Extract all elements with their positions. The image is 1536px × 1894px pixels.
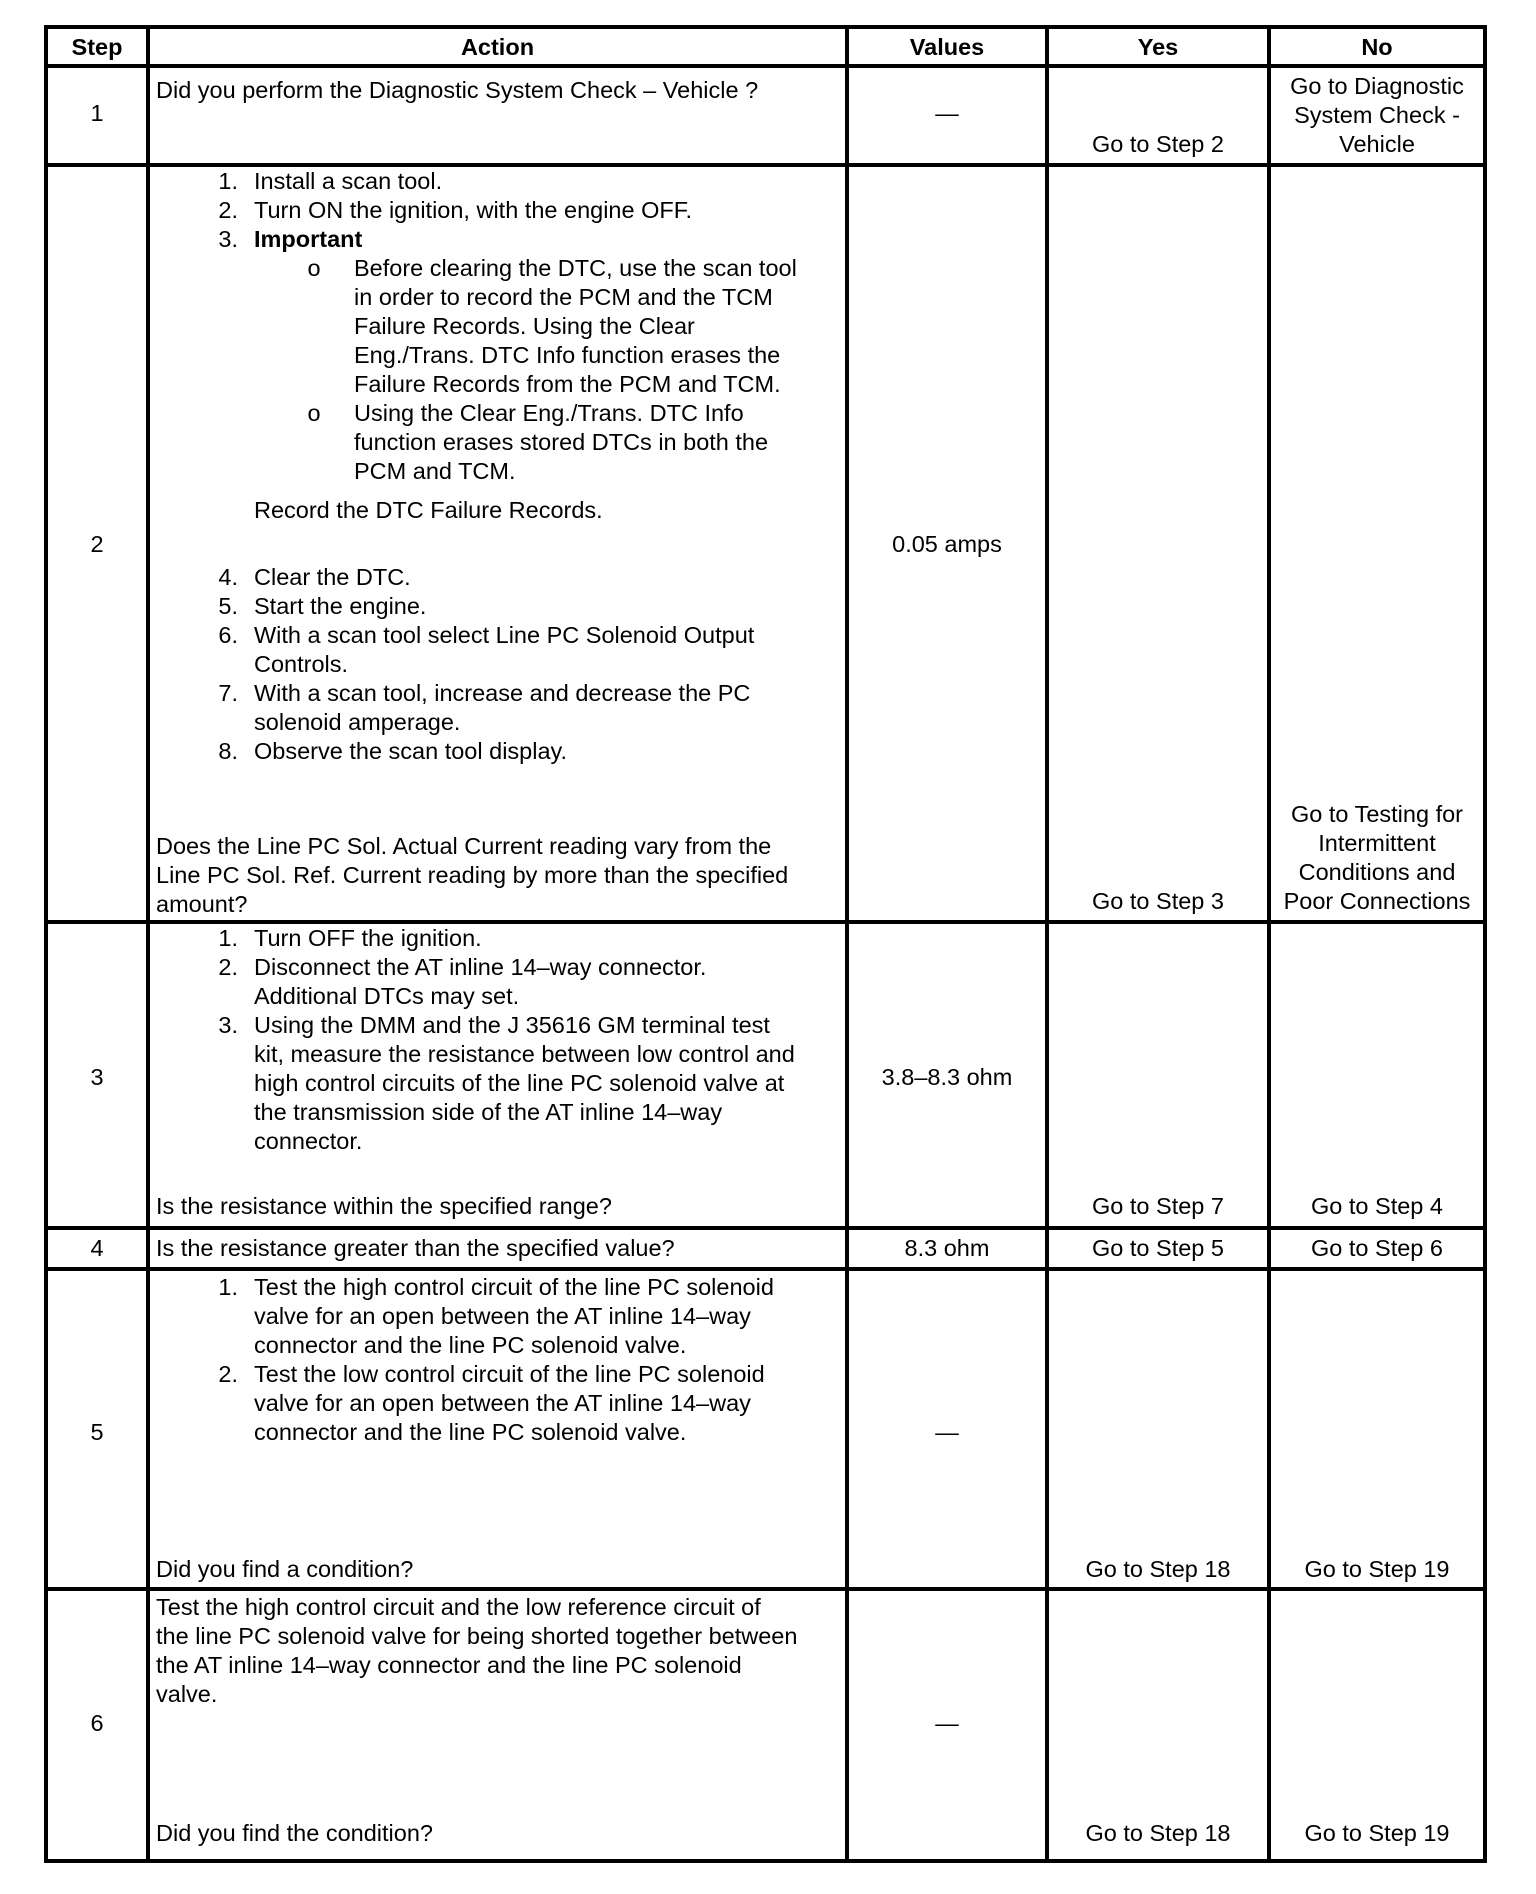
row-divider xyxy=(48,64,1483,68)
row-divider xyxy=(48,1587,1483,1591)
yes-cell: Go to Step 3 xyxy=(1092,888,1224,914)
no-cell: Go to Testing for Intermittent Conditions and Poor Connections xyxy=(1283,801,1471,914)
values-cell: — xyxy=(935,1710,959,1736)
no-cell: Go to Diagnostic System Check - Vehicle xyxy=(1290,73,1464,157)
values-cell: 0.05 amps xyxy=(892,531,1002,557)
column-divider xyxy=(845,29,849,1859)
yes-cell: Go to Step 2 xyxy=(1092,131,1224,157)
action-question: Is the resistance greater than the specified value? xyxy=(156,1235,675,1261)
step-number: 3 xyxy=(90,1064,104,1090)
note: Record the DTC Failure Records. xyxy=(254,497,603,523)
header-no: No xyxy=(1361,34,1393,60)
column-divider xyxy=(1045,29,1049,1859)
yes-cell: Go to Step 18 xyxy=(1085,1556,1231,1582)
action-question: Did you find a condition? xyxy=(156,1556,414,1582)
header-values: Values xyxy=(909,34,985,60)
values-cell: — xyxy=(935,100,959,126)
column-divider xyxy=(1267,29,1271,1859)
yes-cell: Go to Step 18 xyxy=(1085,1820,1231,1846)
row-divider xyxy=(48,1267,1483,1271)
diagnostic-table xyxy=(44,25,1487,1863)
action-question: Did you find the condition? xyxy=(156,1820,433,1846)
no-cell: Go to Step 4 xyxy=(1311,1193,1443,1219)
action-question: Did you perform the Diagnostic System Check – Vehicle ? xyxy=(156,77,759,103)
yes-cell: Go to Step 5 xyxy=(1092,1235,1224,1261)
step-number: 2 xyxy=(90,531,104,557)
step-number: 4 xyxy=(90,1235,104,1261)
header-yes: Yes xyxy=(1137,34,1179,60)
step-number: 1 xyxy=(90,100,104,126)
step-number: 5 xyxy=(90,1419,104,1445)
step-number: 6 xyxy=(90,1710,104,1736)
yes-cell: Go to Step 7 xyxy=(1092,1193,1224,1219)
action-question: Does the Line PC Sol. Actual Current reading vary from the Line PC Sol. Ref. Current reading by more than the specified amount? xyxy=(156,833,789,917)
header-action: Action xyxy=(460,34,535,60)
action-question: Is the resistance within the specified range? xyxy=(156,1193,612,1219)
action-cell: Test the high control circuit and the low reference circuit of the line PC solenoid valve for being shorted together between the AT inline 14–way connector and the line PC solenoid valve. Did you find the condition? xyxy=(156,1594,798,1846)
no-cell: Go to Step 19 xyxy=(1304,1556,1450,1582)
row-divider xyxy=(48,1226,1483,1230)
action-cell: 1. Test the high control circuit of the line PC solenoid valve for an open between the AT inline 14–way connector and the line PC solenoid valve. 2. Test the low control circuit of the line PC solenoid valve for an open between the AT inline 14–way connector and the line PC solenoid valve. Did you find a condition? xyxy=(156,1274,774,1582)
header-step: Step xyxy=(71,34,123,60)
action-cell: 1. Turn OFF the ignition. 2. Disconnect the AT inline 14–way connector. Additional DTCs may set. 3. Using the DMM and the J 35616 GM terminal test kit, measure the resistance between low control and high control circuits of the line PC solenoid valve at the transmission side of the AT inline 14–way connector. Is the resistance within the specified range? xyxy=(156,925,795,1219)
values-cell: 3.8–8.3 ohm xyxy=(881,1064,1013,1090)
bullet-icon: o xyxy=(307,255,321,281)
no-cell: Go to Step 19 xyxy=(1304,1820,1450,1846)
action-cell: 1. Install a scan tool. 2. Turn ON the ignition, with the engine OFF. 3. Important o Before clearing the DTC, use the scan tool in order to record the PCM and the TCM Failure Records. Using the Clear Eng./Trans. DTC Info function erases the Failure Records from the PCM and TCM. o Using the Clear Eng./Trans. DTC Info function erases stored DTCs in both the PCM and TCM. Record the DTC Failure Records. 4. Clear the DTC. 5. Start the engine. 6. With a scan tool select Line PC Solenoid Output Controls. 7. With a scan tool, increase and decrease the PC solenoid amperage. 8. Observe the scan tool display. Does the Line PC Sol. Actual Current reading vary from the Line PC Sol. Ref. Current reading by more than the specified amount? xyxy=(156,168,797,917)
bullet-icon: o xyxy=(307,400,321,426)
values-cell: — xyxy=(935,1419,959,1445)
values-cell: 8.3 ohm xyxy=(904,1235,990,1261)
no-cell: Go to Step 6 xyxy=(1311,1235,1443,1261)
